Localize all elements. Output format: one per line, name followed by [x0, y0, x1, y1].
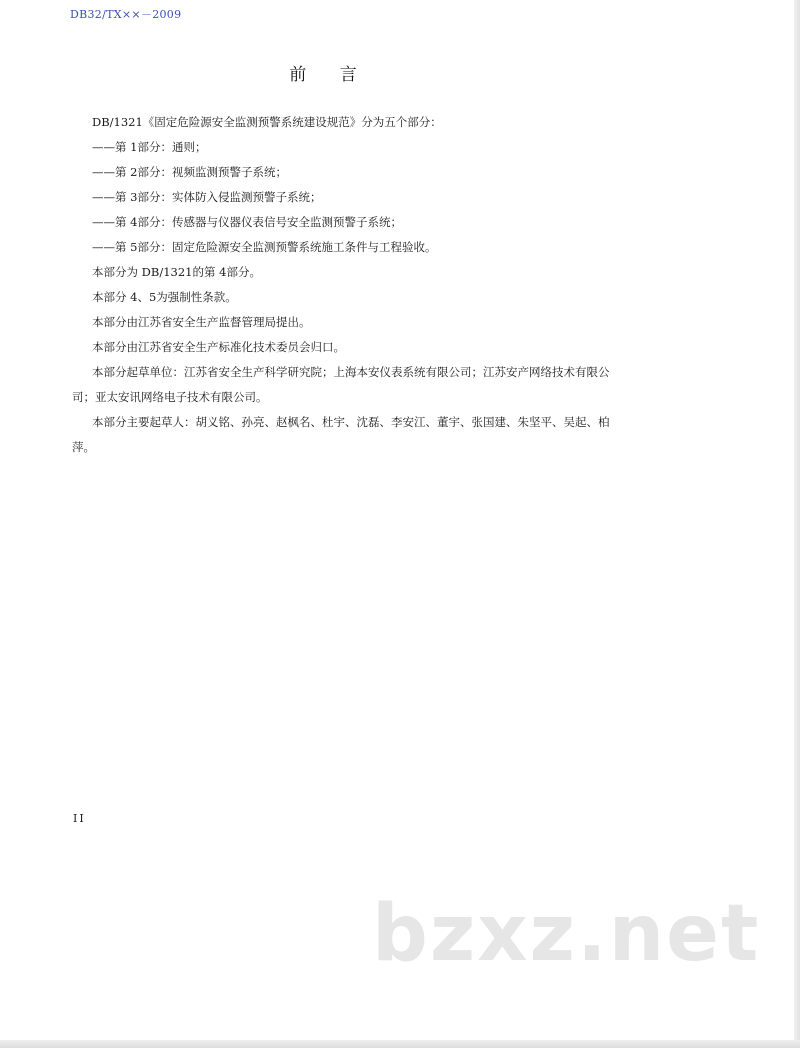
intro-paragraph: DB/1321《固定危险源安全监测预警系统建设规范》分为五个部分： [92, 115, 442, 129]
mandatory-clauses-paragraph: 本部分 4、5为强制性条款。 [92, 290, 237, 304]
page-edge-bottom [0, 1040, 800, 1048]
administration-paragraph: 本部分由江苏省安全生产标准化技术委员会归口。 [92, 340, 345, 354]
part-number-paragraph: 本部分为 DB/1321的第 4部分。 [92, 265, 261, 279]
drafting-units-paragraph: 本部分起草单位：江苏省安全生产科学研究院；上海本安仪表系统有限公司；江苏安产网络技术有限公司；亚太安讯网络电子技术有限公司。 [72, 365, 610, 404]
page-number: II [73, 812, 86, 825]
part-list-item-4: ——第 4部分：传感器与仪器仪表信号安全监测预警子系统； [92, 215, 402, 229]
part-list-item-2: ——第 2部分：视频监测预警子系统； [92, 165, 287, 179]
drafters-paragraph: 本部分主要起草人：胡义铭、孙亮、赵枫名、杜宇、沈磊、李安江、董宇、张国建、朱坚平、吴起、柏萍。 [72, 415, 610, 454]
part-list-item-3: ——第 3部分：实体防入侵监测预警子系统； [92, 190, 322, 204]
document-code: DB32/TX××－2009 [70, 8, 182, 21]
part-list-item-1: ——第 1部分：通则； [92, 140, 207, 154]
watermark-logo: bzxz.net [372, 889, 761, 979]
page-edge-right [794, 0, 800, 1048]
page-title: 前 言 [289, 65, 371, 85]
part-list-item-5: ——第 5部分：固定危险源安全监测预警系统施工条件与工程验收。 [92, 240, 437, 254]
proposer-paragraph: 本部分由江苏省安全生产监督管理局提出。 [92, 315, 311, 329]
foreword-content [72, 110, 612, 460]
